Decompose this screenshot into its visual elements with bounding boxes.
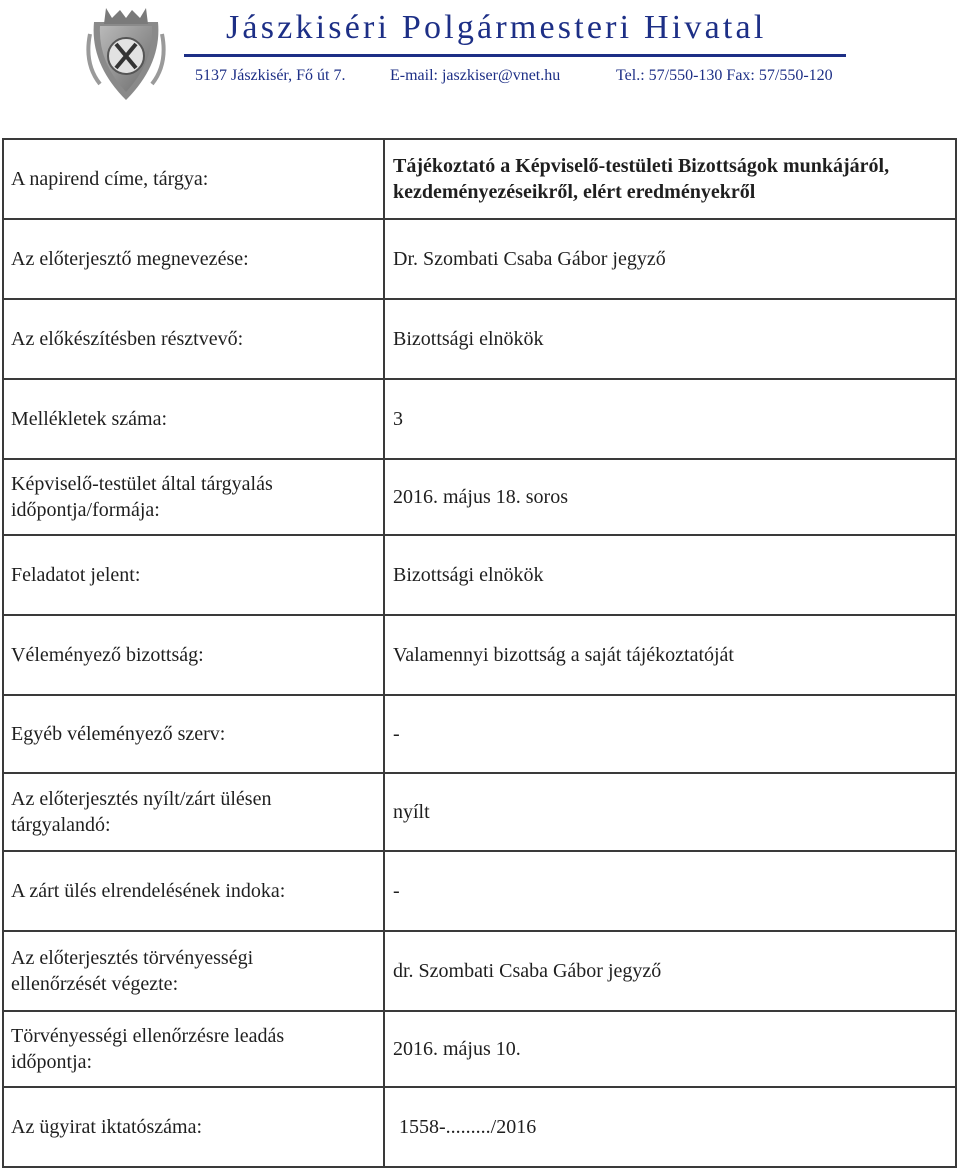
row-value: 2016. május 10.	[384, 1011, 956, 1087]
table-row	[3, 931, 956, 1011]
label-line: Képviselő-testület által tárgyalás	[11, 473, 273, 495]
table-row	[3, 219, 956, 299]
table-row	[3, 851, 956, 931]
label-line: Az előterjesztés törvényességi	[11, 947, 254, 969]
label-line: ellenőrzését végezte:	[11, 973, 179, 995]
row-label: Az ügyirat iktatószáma:	[3, 1087, 384, 1167]
table-row	[3, 1011, 956, 1087]
table-row	[3, 139, 956, 219]
row-value: Dr. Szombati Csaba Gábor jegyző	[384, 219, 956, 299]
coat-of-arms-icon	[86, 4, 166, 104]
value-line: kezdeményezéseikről, elért eredményekről	[393, 181, 756, 203]
row-value: -	[384, 695, 956, 773]
email-text: E-mail: jaszkiser@vnet.hu	[390, 67, 561, 84]
value-line: Tájékoztató a Képviselő-testületi Bizottságok munkájáról,	[393, 155, 890, 177]
row-value: Bizottsági elnökök	[384, 299, 956, 379]
table-row	[3, 459, 956, 535]
label-line: Törvényességi ellenőrzésre leadás	[11, 1025, 285, 1047]
office-title: Jászkiséri Polgármesteri Hivatal	[226, 9, 767, 46]
table-row	[3, 299, 956, 379]
row-label	[3, 1011, 384, 1087]
row-value: Valamennyi bizottság a saját tájékoztatóját	[384, 615, 956, 695]
row-label: Feladatot jelent:	[3, 535, 384, 615]
row-value: -	[384, 851, 956, 931]
row-value: Bizottsági elnökök	[384, 535, 956, 615]
row-label: Mellékletek száma:	[3, 379, 384, 459]
row-value: 2016. május 18. soros	[384, 459, 956, 535]
row-label: Egyéb véleményező szerv:	[3, 695, 384, 773]
table-row	[3, 1087, 956, 1167]
label-line: tárgyalandó:	[11, 814, 111, 836]
row-value: dr. Szombati Csaba Gábor jegyző	[384, 931, 956, 1011]
row-value: 1558-........./2016	[384, 1087, 956, 1167]
table-row	[3, 379, 956, 459]
phone-fax-text: Tel.: 57/550-130 Fax: 57/550-120	[616, 67, 833, 84]
row-label: Az előterjesztő megnevezése:	[3, 219, 384, 299]
title-rule	[184, 54, 846, 57]
row-label: Az előkészítésben résztvevő:	[3, 299, 384, 379]
row-label: A napirend címe, tárgya:	[3, 139, 384, 219]
row-value	[384, 139, 956, 219]
row-value: 3	[384, 379, 956, 459]
label-line: Az előterjesztés nyílt/zárt ülésen	[11, 788, 272, 810]
label-line: időpontja:	[11, 1051, 93, 1073]
row-label	[3, 459, 384, 535]
table-row	[3, 695, 956, 773]
row-label	[3, 773, 384, 851]
address-text: 5137 Jászkisér, Fő út 7.	[195, 67, 346, 84]
table-row	[3, 773, 956, 851]
agenda-table	[2, 138, 957, 1168]
table-row	[3, 535, 956, 615]
row-value: nyílt	[384, 773, 956, 851]
label-line: időpontja/formája:	[11, 499, 160, 521]
row-label	[3, 931, 384, 1011]
row-label: A zárt ülés elrendelésének indoka:	[3, 851, 384, 931]
row-label: Véleményező bizottság:	[3, 615, 384, 695]
table-row	[3, 615, 956, 695]
